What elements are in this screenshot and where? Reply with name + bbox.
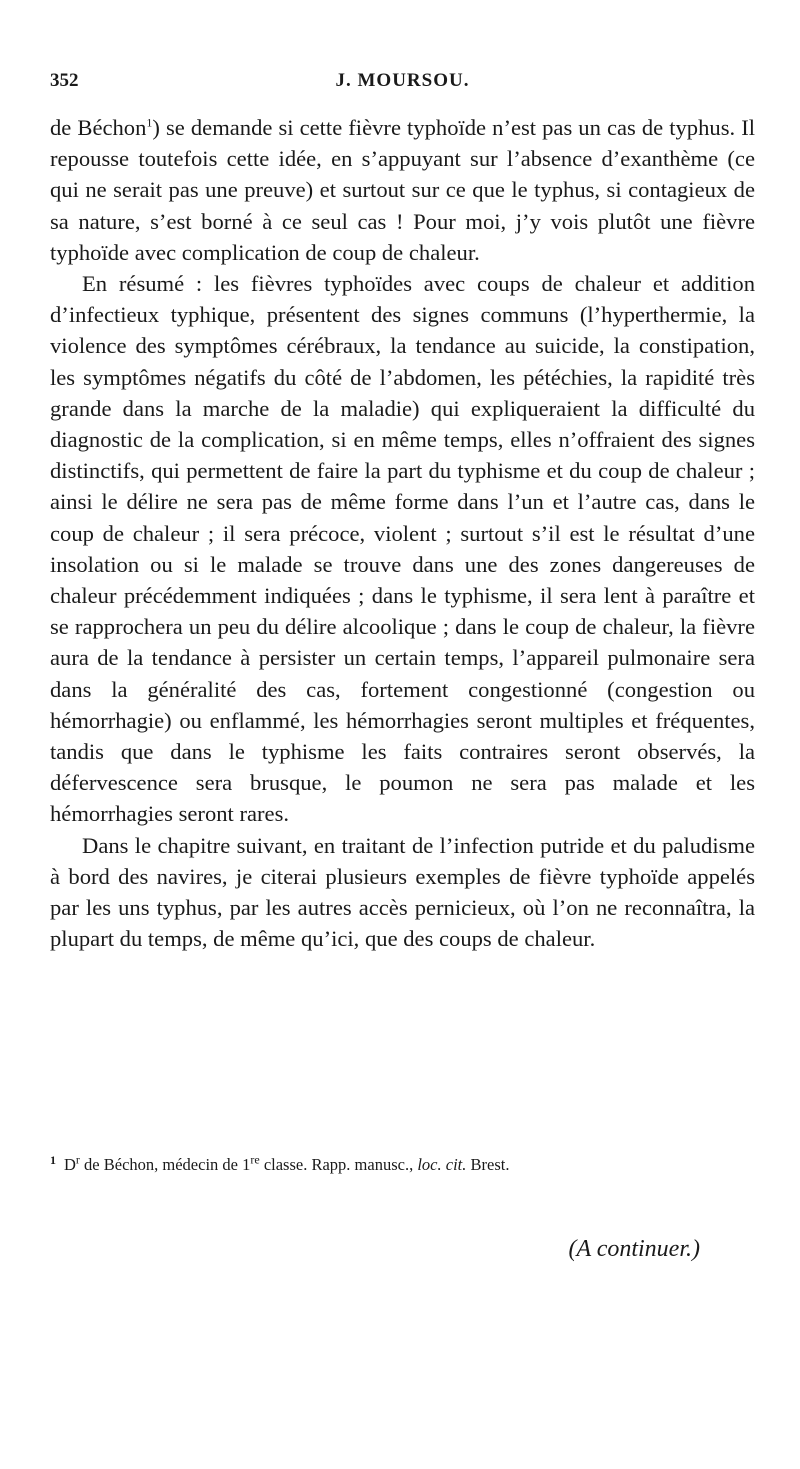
- paragraph-1: [50, 112, 755, 268]
- page-header: [50, 70, 755, 100]
- paragraph-1-rest: ) se demande si cette fièvre typhoïde n’est pas un cas de typhus. Il repousse toutefois cette idée, en s’appuyant sur l’absence d’exanthème (ce qui ne serait pas une preuve) et surtout sur ce que le typhus, si contagieux de sa nature, s’est borné à ce seul cas ! Pour moi, j’y vois plutôt une fièvre typhoïde avec complication de coup de chaleur.: [50, 115, 755, 265]
- footnote-text-a: de Béchon, médecin de 1: [79, 1155, 251, 1174]
- to-be-continued: (A continuer.): [568, 1236, 700, 1262]
- body-text: [50, 112, 755, 954]
- paragraph-3: Dans le chapitre suivant, en traitant de l’infection putride et du paludisme à bord des navires, je citerai plusieurs exemples de fièvre typhoïde appelés par les uns typhus, par les autres accès pernicieux, où l’on ne reconnaîtra, la plupart du temps, de même qu’ici, que des coups de chaleur.: [50, 832, 755, 952]
- footnote-reference: 1: [146, 115, 153, 130]
- paragraph-1-start: de Béchon: [50, 115, 147, 140]
- footnote-dr: D: [64, 1155, 76, 1174]
- paragraph-2: En résumé : les fièvres typhoïdes avec coups de chaleur et addition d’infectieux typhique, présentent des signes communs (l’hyperthermie, la violence des symptômes cérébraux, la tendance au suicide, la constipation, les symptômes négatifs du côté de l’abdomen, les pétéchies, la rapidité très grande dans la marche de la maladie) qui expliqueraient la difficulté du diagnostic de la complication, si en même temps, elles n’offraient des signes distinctifs, qui permettent de faire la part du typhisme et du coup de chaleur ; ainsi le délire ne sera pas de même forme dans l’un et l’autre cas, dans le coup de chaleur ; il sera précoce, violent ; surtout s’il est le résultat d’une insolation ou si le malade se trouve dans une des zones dangereuses de chaleur précédemment indiquées ; dans le typhisme, il sera lent à paraître et se rapprochera un peu du délire alcoolique ; dans le coup de chaleur, la fièvre aura de la tendance à persister un certain temps, l’appareil pulmonaire sera dans la généralité des cas, fortement congestionné (congestion ou hémorrhagie) ou enflammé, les hémorrhagies seront multiples et fréquentes, tandis que dans le typhisme les faits contraires seront observés, la défervescence sera brusque, le poumon ne sera pas malade et les hémorrhagies seront rares.: [50, 271, 755, 827]
- footnote-loc-cit: loc. cit.: [417, 1155, 467, 1174]
- footnote-text-c: Brest.: [466, 1155, 510, 1174]
- page-number: 352: [50, 70, 79, 91]
- footnote-mark: 1: [50, 1152, 56, 1167]
- footnote-text-b: classe. Rapp. manusc.,: [259, 1155, 418, 1174]
- footnote-dr-sup: r: [75, 1152, 80, 1167]
- footnote-classe-sup: re: [250, 1152, 260, 1167]
- running-title: J. MOURSOU.: [335, 70, 470, 91]
- footnote: [50, 1154, 755, 1176]
